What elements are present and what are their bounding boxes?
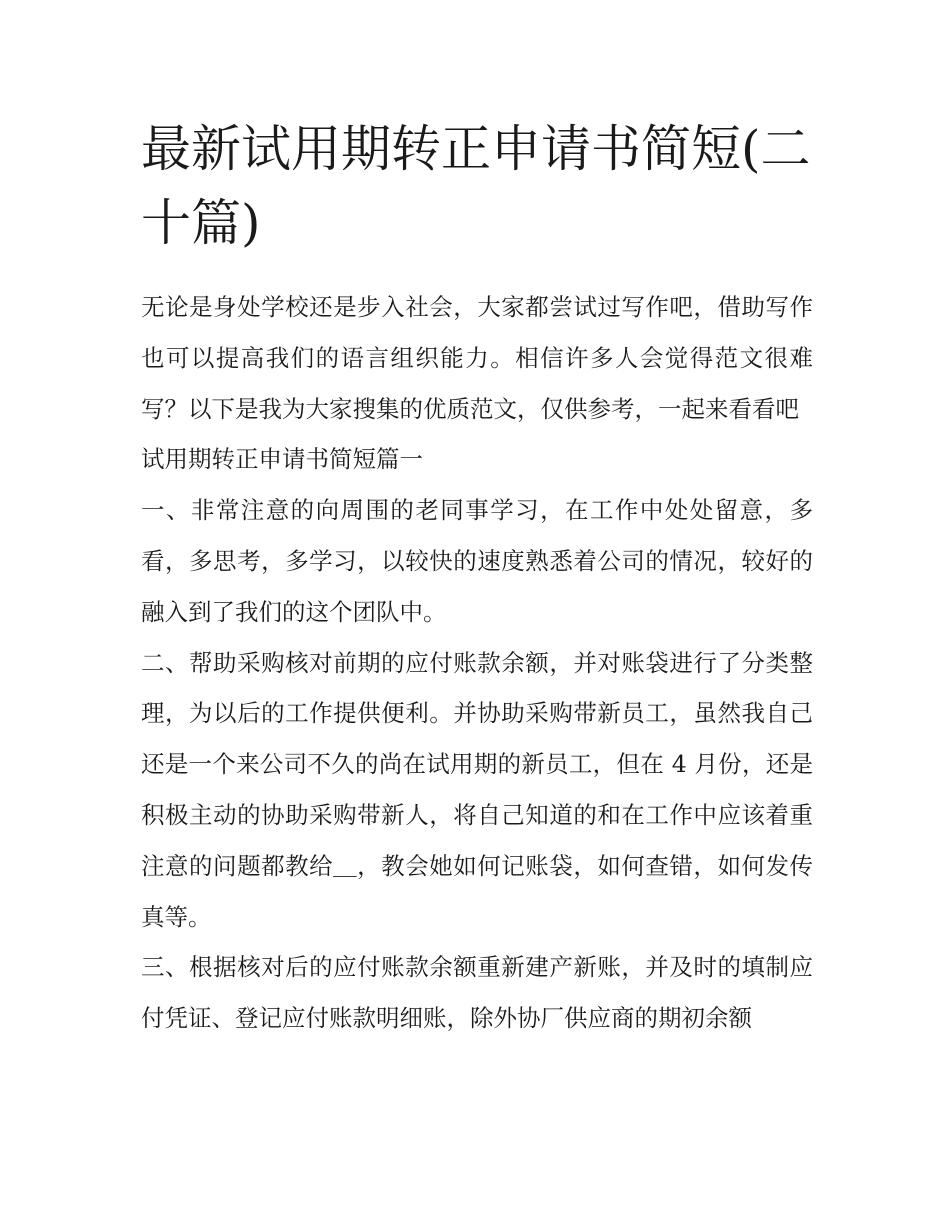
body-paragraph-2: 二、帮助采购核对前期的应付账款余额，并对账袋进行了分类整理，为以后的工作提供便利。并协助采购带新员工，虽然我自己还是一个来公司不久的尚在试用期的新员工，但在 4 月份，还是积极主动的协助采购带新人，将自己知道的和在工作中应该着重注意的问题都教给＿，教会她如何记账袋，如何查错，如何发传真等。 [141,648,813,931]
intro-paragraph: 无论是身处学校还是步入社会，大家都尝试过写作吧，借助写作也可以提高我们的语言组织能力。相信许多人会觉得范文很难写？以下是我为大家搜集的优质范文，仅供参考，一起来看看吧 [141,293,813,423]
body-paragraph-1: 一、非常注意的向周围的老同事学习，在工作中处处留意，多看，多思考，多学习，以较快的速度熟悉着公司的情况，较好的融入到了我们的这个团队中。 [141,496,813,626]
document-content [141,112,813,1044]
body-paragraph-3: 三、根据核对后的应付账款余额重新建产新账，并及时的填制应付凭证、登记应付账款明细账，除外协厂供应商的期初余额 [141,953,813,1033]
section-heading: 试用期转正申请书简短篇一 [141,445,423,474]
document-title: 最新试用期转正申请书简短(二十篇) [141,120,811,252]
document-body [141,282,813,1044]
